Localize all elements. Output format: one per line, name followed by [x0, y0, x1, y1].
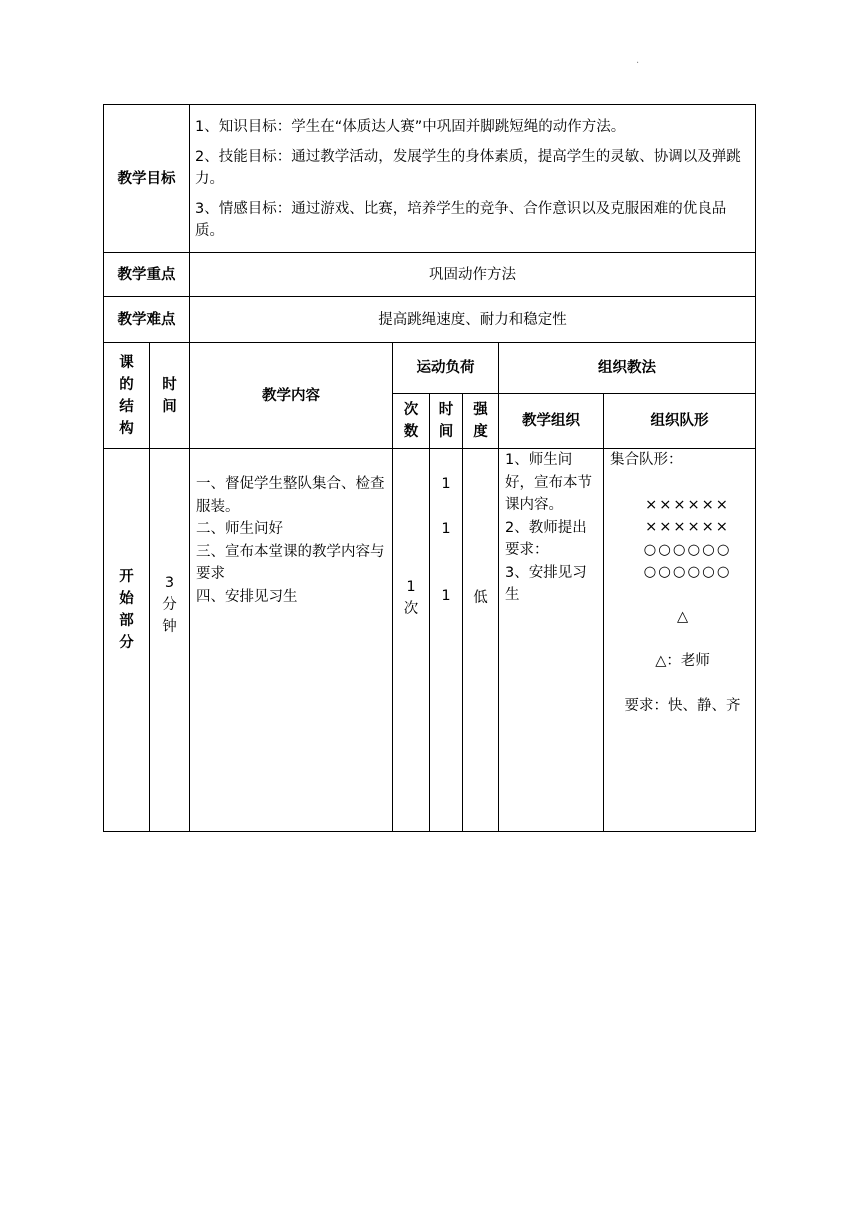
- header-formation: 组织队形: [604, 394, 756, 449]
- header-structure: 课 的 结 构: [104, 343, 150, 449]
- section-time: 3 分 钟: [150, 449, 190, 832]
- key-point-row: [104, 253, 756, 297]
- section-formation: [604, 449, 756, 832]
- header-org: 教学组织: [499, 394, 604, 449]
- header-row-1: [104, 343, 756, 394]
- section-content: [190, 449, 393, 832]
- header-content: 教学内容: [190, 343, 393, 449]
- start-section-row: [104, 449, 756, 832]
- difficulty-value: 提高跳绳速度、耐力和稳定性: [190, 297, 756, 343]
- objective-skill: 2、技能目标：通过教学活动，发展学生的身体素质，提高学生的灵敏、协调以及弹跳力。: [195, 148, 741, 187]
- lesson-plan-table: [103, 104, 756, 832]
- org-item-3: 3、安排见习生: [505, 564, 587, 603]
- objective-emotion: 3、情感目标：通过游戏、比赛，培养学生的竞争、合作意识以及克服困难的优良品质。: [195, 200, 727, 239]
- formation-row-students-1: ××××××: [645, 496, 730, 513]
- org-item-2: 2、教师提出要求：: [505, 519, 587, 558]
- header-intensity: 强 度: [463, 394, 499, 449]
- objectives-cell: [190, 105, 756, 253]
- objective-knowledge: 1、知识目标：学生在“体质达人赛”中巩固并脚跳短绳的动作方法。: [195, 118, 626, 135]
- formation-row-students-3: ○○○○○○: [643, 541, 732, 558]
- header-load-time: 时 间: [430, 394, 463, 449]
- content-item-1: 一、督促学生整队集合、检查服装。: [196, 476, 385, 515]
- header-count: 次 数: [393, 394, 430, 449]
- difficulty-label: 教学难点: [104, 297, 190, 343]
- teacher-legend: △：老师: [655, 653, 710, 669]
- header-method: 组织教法: [499, 343, 756, 394]
- key-point-label: 教学重点: [104, 253, 190, 297]
- section-count: 1 次: [393, 449, 430, 832]
- objectives-label: 教学目标: [104, 105, 190, 253]
- content-item-2: 二、师生问好: [196, 521, 283, 537]
- objectives-row: [104, 105, 756, 253]
- formation-requirement: 要求：快、静、齐: [624, 697, 741, 714]
- formation-row-students-4: ○○○○○○: [643, 564, 732, 580]
- teacher-triangle-icon: △: [676, 608, 689, 625]
- section-times: 1 1 1: [430, 449, 463, 832]
- section-intensity: 低: [463, 449, 499, 832]
- header-load: 运动负荷: [393, 343, 499, 394]
- header-time: 时 间: [150, 343, 190, 449]
- content-item-3: 三、宣布本堂课的教学内容与要求: [196, 543, 385, 582]
- difficulty-row: [104, 297, 756, 343]
- page-dot: ·: [636, 58, 640, 69]
- content-item-4: 四、安排见习生: [196, 588, 298, 605]
- key-point-value: 巩固动作方法: [190, 253, 756, 297]
- section-org: [499, 449, 604, 832]
- section-name: 开 始 部 分: [104, 449, 150, 832]
- formation-row-students-2: ××××××: [645, 519, 730, 535]
- org-item-1: 1、师生问好，宣布本节课内容。: [505, 452, 592, 513]
- formation-title: 集合队形：: [610, 452, 683, 468]
